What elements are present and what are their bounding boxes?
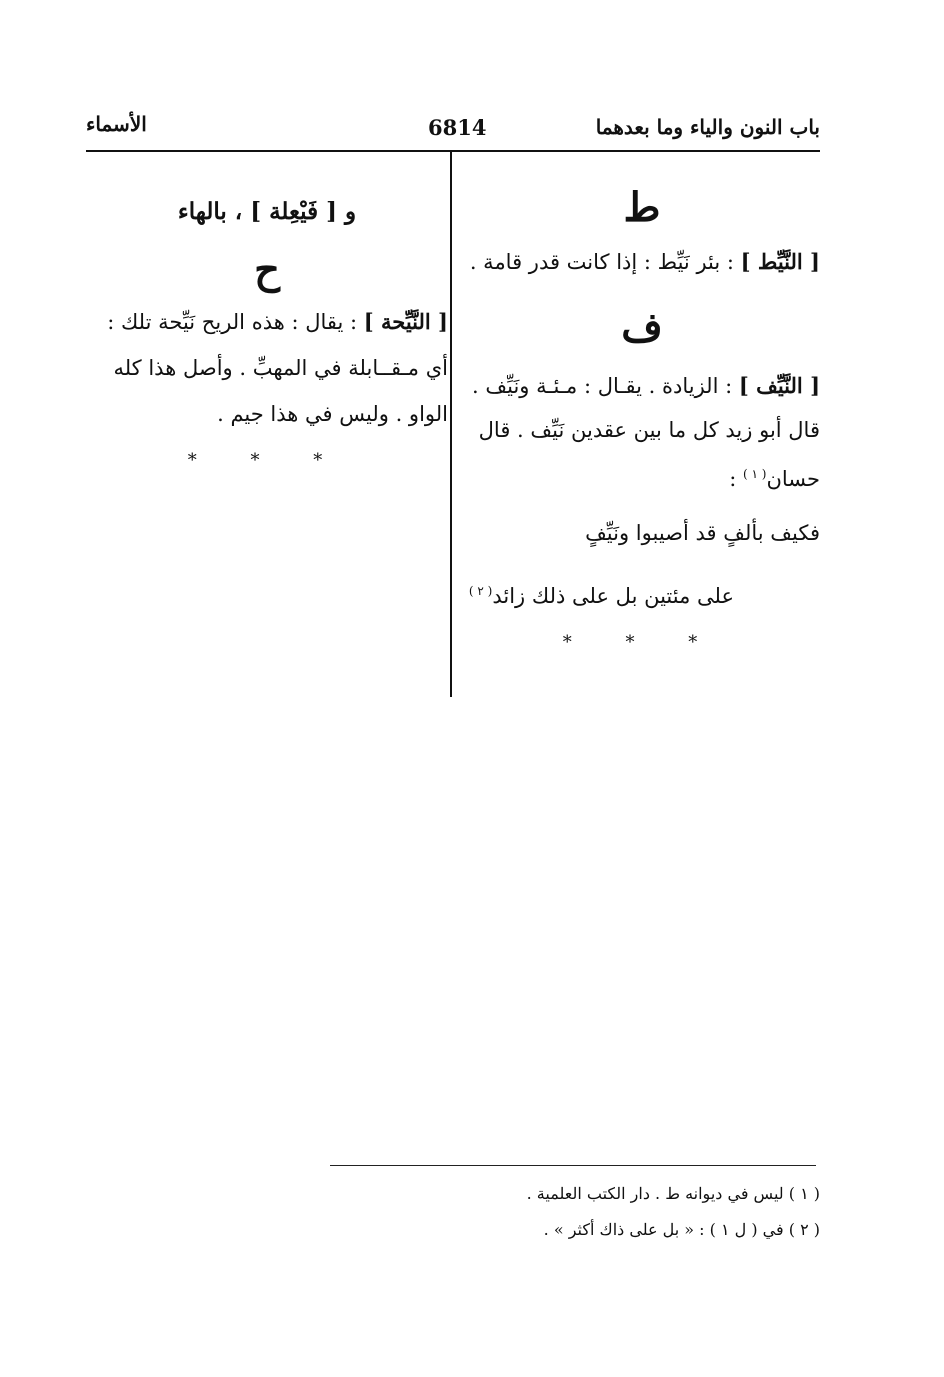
footnote-1: ( ١ ) ليس في ديوانه ط . دار الكتب العلمية . bbox=[526, 1184, 820, 1203]
footnote-ref: ( ١ ) bbox=[743, 467, 767, 481]
section-end-stars: * * * bbox=[187, 450, 347, 471]
verse-hemistich-1: فكيف بألفٍ قد أصيبوا ونَيِّفٍ bbox=[585, 521, 820, 545]
entry-line bbox=[464, 458, 820, 495]
letter-heading-ta: ط bbox=[623, 184, 661, 231]
entry-nayyif bbox=[464, 370, 820, 495]
footnotes bbox=[340, 1183, 820, 1255]
entry-line bbox=[86, 306, 448, 338]
section-heading: و [ فَيْعِلة ] ، بالهاء bbox=[177, 198, 357, 225]
verse-hemistich-2 bbox=[464, 575, 734, 612]
entry-nayyit bbox=[464, 246, 820, 278]
column-divider bbox=[450, 152, 452, 697]
entry-line: قال أبو زيد كل ما بين عقدين نَيِّف . قال bbox=[478, 418, 820, 442]
entry-text: : bbox=[729, 467, 737, 491]
entry-text: : بئر نَيِّط : إذا كانت قدر قامة . bbox=[469, 250, 734, 274]
footnote-rule bbox=[330, 1165, 816, 1166]
entry-text: : يقال : هذه الريح نَيِّحة تلك : bbox=[107, 310, 358, 334]
footnote-2: ( ٢ ) في ( ل ١ ) : « بل على ذاك أكثر » . bbox=[543, 1220, 820, 1239]
header-rule bbox=[86, 150, 820, 152]
running-header-section: الأسماء bbox=[86, 112, 147, 136]
verse-text: على مئتين بل على ذلك زائد bbox=[492, 584, 734, 608]
entry-text: حسان bbox=[766, 467, 820, 491]
entry-line bbox=[464, 370, 820, 402]
headword: [ النَّيِّف ] bbox=[738, 373, 820, 398]
running-header-chapter: باب النون والياء وما بعدهما bbox=[595, 115, 820, 139]
headword: [ النَّيِّط ] bbox=[740, 249, 820, 274]
left-column bbox=[86, 170, 448, 471]
entry-text: : الزيادة . يقـال : مـئـة ونَيِّف . bbox=[472, 374, 733, 398]
right-column bbox=[464, 170, 820, 653]
entry-line: الواو . وليس في هذا جيم . bbox=[217, 402, 448, 426]
headword: [ النَّيِّحة ] bbox=[363, 309, 448, 334]
page-number: 6814 bbox=[428, 115, 487, 140]
section-end-stars: * * * bbox=[562, 632, 722, 653]
verse bbox=[464, 517, 820, 612]
entry-nayyiha bbox=[86, 306, 448, 430]
entry-line: أي مـقــابلة في المهبِّ . وأصل هذا كله bbox=[113, 356, 448, 380]
letter-heading-fa: ف bbox=[621, 304, 663, 351]
footnote-ref: ( ٢ ) bbox=[468, 584, 493, 598]
letter-heading-ha: ح bbox=[254, 246, 280, 293]
